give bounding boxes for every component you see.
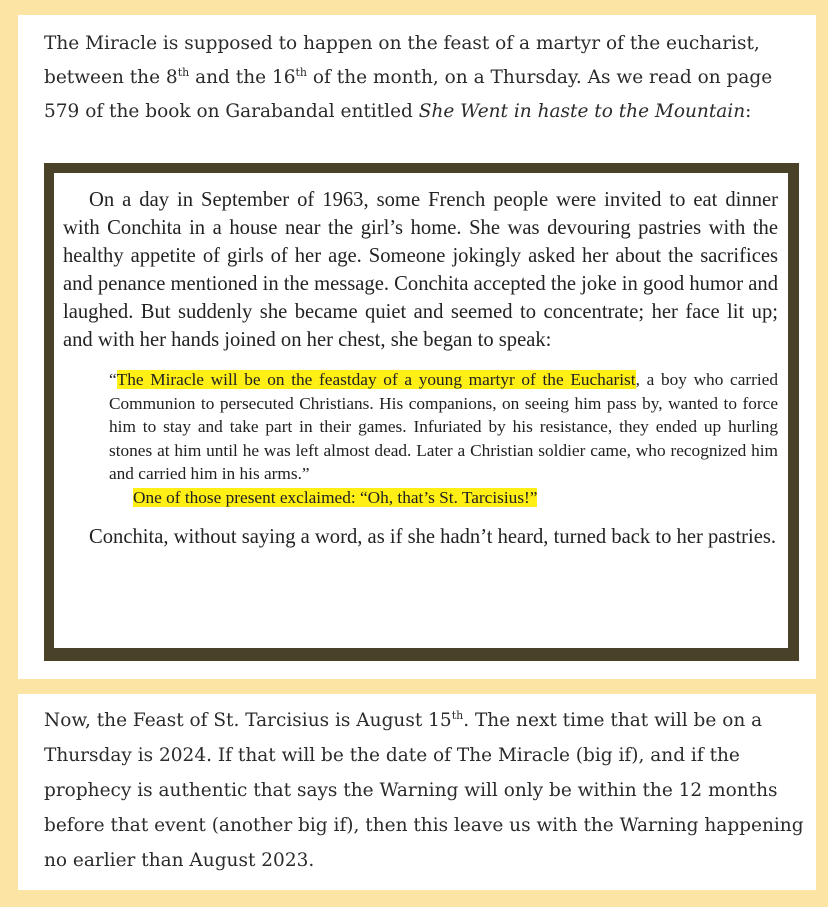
quote-image-frame <box>44 163 799 661</box>
intro-text: The Miracle is supposed to happen on the feast of a martyr of the eucharist, between the 8 <box>44 33 760 88</box>
conclusion-card <box>18 694 816 890</box>
conclusion-text: Now, the Feast of St. Tarcisius is August 15 <box>44 710 452 731</box>
intro-text: : <box>745 101 752 122</box>
ordinal-suffix: th <box>177 65 190 79</box>
exclaim-line <box>133 486 778 510</box>
conclusion-text: . The next time that will be on a Thursday is 2024. If that will be the date of The Miracle (big if), and if the prophecy is authentic that says the Warning will only be within the 12 months before that event (another big if), then this leave us with the Warning happening no earlier than August 2023. <box>44 710 804 871</box>
quoted-book-excerpt <box>54 173 788 648</box>
conchita-quote <box>109 368 778 486</box>
excerpt-paragraph: On a day in September of 1963, some French people were invited to eat dinner with Conchita in a house near the girl’s home. She was devouring pastries with the healthy appetite of girls of her age. Someone jokingly asked her about the sacrifices and penance mentioned in the message. Conchita accepted the joke in good humor and laughed. But suddenly she became quiet and seemed to concentrate; her face lit up; and with her hands joined on her chest, she began to speak: <box>63 189 778 351</box>
intro-text: of the month, on a Thursday. As we read on page 579 of the book on Garabandal entitled <box>44 67 773 122</box>
ordinal-suffix: th <box>451 708 464 722</box>
highlighted-text: One of those present exclaimed: “Oh, that’s St. Tarcisius!” <box>133 487 538 507</box>
open-quote-mark: “ <box>109 370 117 389</box>
intro-card <box>18 15 816 679</box>
ordinal-suffix: th <box>295 65 308 79</box>
highlighted-text: The Miracle will be on the feastday of a young martyr of the Eucharist <box>116 370 636 389</box>
intro-paragraph <box>44 27 804 129</box>
book-title: She Went in haste to the Mountain <box>418 101 746 122</box>
quote-text: , a boy who carried Communion to persecuted Christians. His companions, on seeing him pass by, wanted to force him to stay and take part in their games. Infuriated by his resistance, they ended up hurling stones at him until he was left almost dead. Later a Christian soldier came, who recognized him and carried him in his arms.” <box>109 370 778 483</box>
conclusion-paragraph <box>44 703 804 878</box>
intro-text: and the 16 <box>189 67 296 88</box>
excerpt-paragraph: Conchita, without saying a word, as if she hadn’t heard, turned back to her pastries. <box>89 526 777 548</box>
